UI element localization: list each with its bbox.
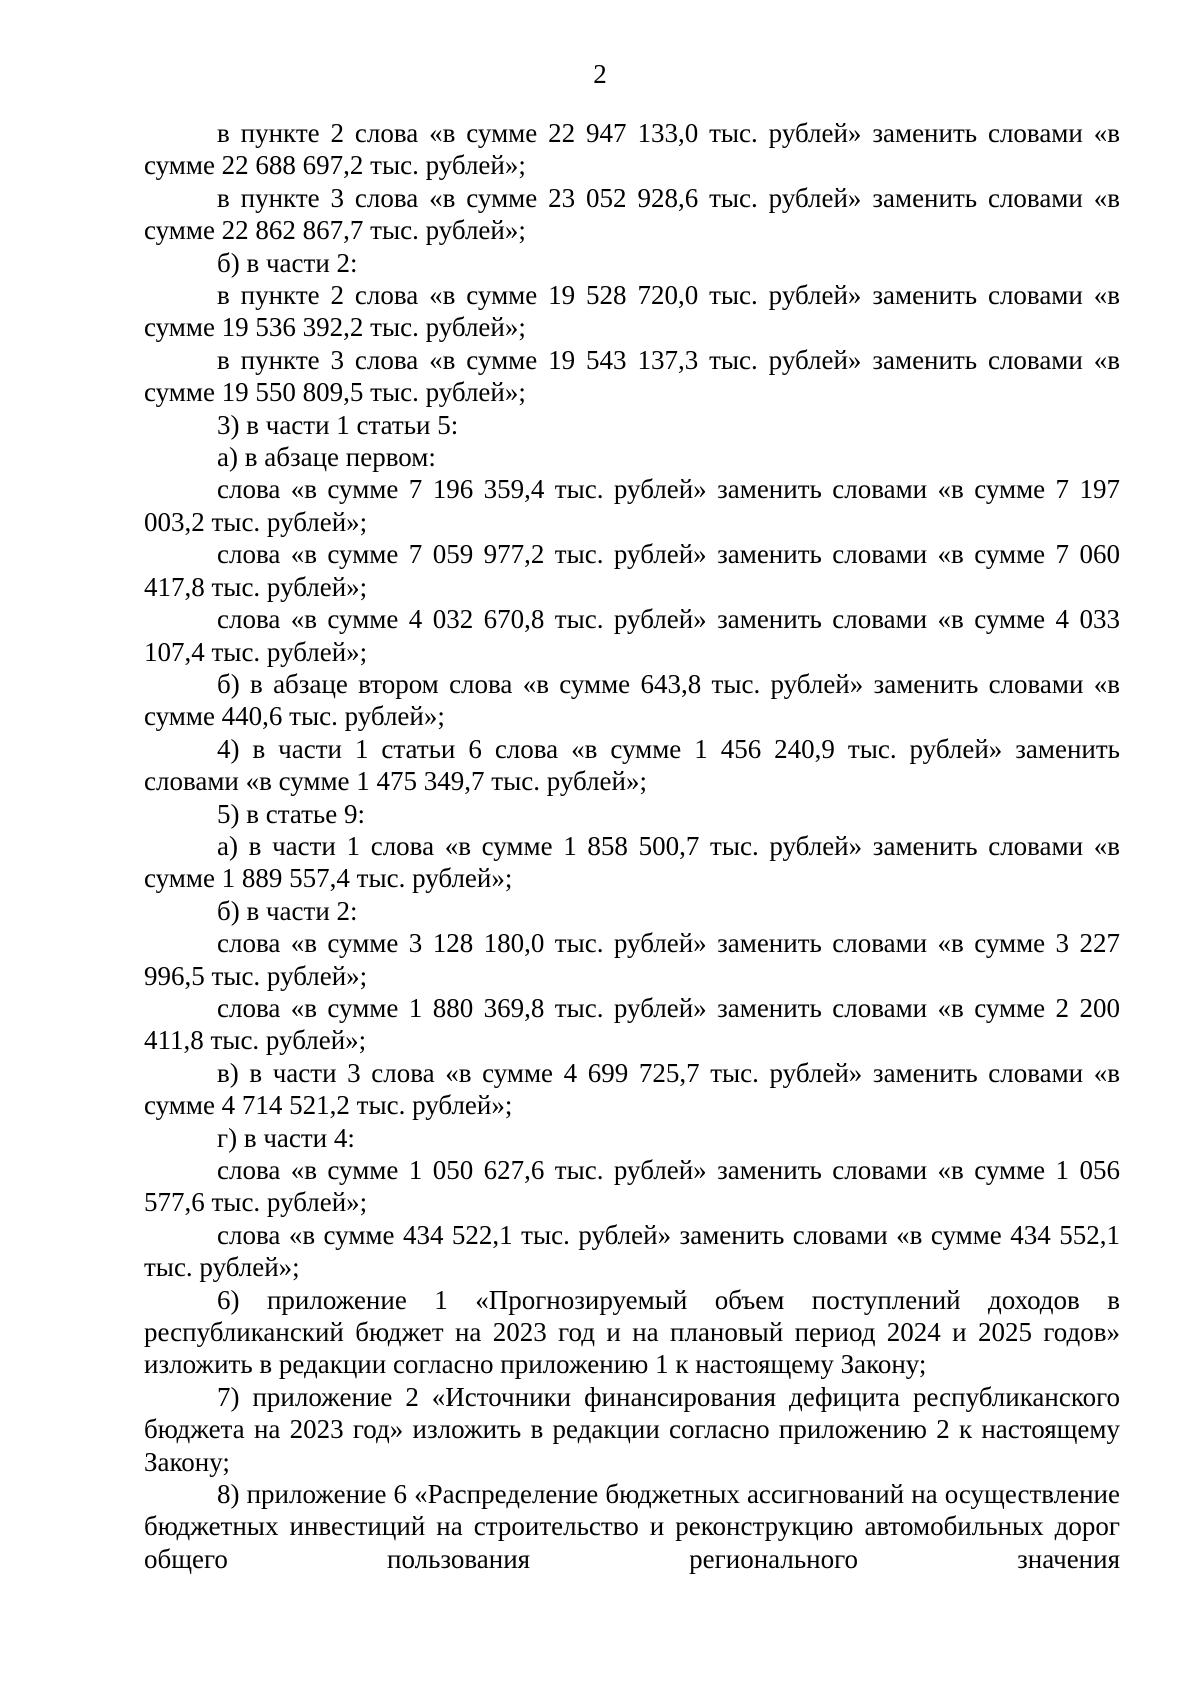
- paragraph: 7) приложение 2 «Источники финансирования дефицита республиканского бюджета на 2023 год» изложить в редакции согласно приложению 2 к настоящему Закону;: [144, 1381, 1120, 1477]
- paragraph: слова «в сумме 1 880 369,8 тыс. рублей» заменить словами «в сумме 2 200 411,8 тыс. рублей»;: [144, 992, 1120, 1056]
- paragraph: слова «в сумме 7 196 359,4 тыс. рублей» заменить словами «в сумме 7 197 003,2 тыс. рублей»;: [144, 474, 1120, 537]
- paragraph: в) в части 3 слова «в сумме 4 699 725,7 тыс. рублей» заменить словами «в сумме 4 714 521,2 тыс. рублей»;: [144, 1057, 1120, 1121]
- paragraph: б) в части 2:: [217, 895, 358, 926]
- paragraph: б) в абзаце втором слова «в сумме 643,8 тыс. рублей» заменить словами «в сумме 440,6 тыс. рублей»;: [144, 668, 1120, 732]
- paragraph: в пункте 3 слова «в сумме 23 052 928,6 тыс. рублей» заменить словами «в сумме 22 862 867,7 тыс. рублей»;: [144, 182, 1120, 246]
- paragraph: слова «в сумме 4 032 670,8 тыс. рублей» заменить словами «в сумме 4 033 107,4 тыс. рублей»;: [144, 604, 1120, 667]
- paragraph: в пункте 3 слова «в сумме 19 543 137,3 тыс. рублей» заменить словами «в сумме 19 550 809,5 тыс. рублей»;: [144, 344, 1120, 408]
- paragraph: слова «в сумме 7 059 977,2 тыс. рублей» заменить словами «в сумме 7 060 417,8 тыс. рублей»;: [144, 539, 1120, 602]
- paragraph: в пункте 2 слова «в сумме 19 528 720,0 тыс. рублей» заменить словами «в сумме 19 536 392,2 тыс. рублей»;: [144, 280, 1120, 343]
- paragraph: слова «в сумме 3 128 180,0 тыс. рублей» заменить словами «в сумме 3 227 996,5 тыс. рублей»;: [144, 928, 1120, 991]
- paragraph: слова «в сумме 434 522,1 тыс. рублей» заменить словами «в сумме 434 552,1 тыс. рублей»;: [144, 1219, 1120, 1283]
- paragraph: б) в части 2:: [217, 247, 358, 278]
- paragraph: 3) в части 1 статьи 5:: [217, 409, 459, 440]
- paragraph: в пункте 2 слова «в сумме 22 947 133,0 тыс. рублей» заменить словами «в сумме 22 688 697,2 тыс. рублей»;: [144, 118, 1120, 181]
- document-body: [144, 117, 1120, 1575]
- paragraph: 5) в статье 9:: [217, 798, 365, 829]
- paragraph: слова «в сумме 1 050 627,6 тыс. рублей» заменить словами «в сумме 1 056 577,6 тыс. рублей»;: [144, 1155, 1120, 1218]
- paragraph: 4) в части 1 статьи 6 слова «в сумме 1 456 240,9 тыс. рублей» заменить словами «в сумме 1 475 349,7 тыс. рублей»;: [144, 733, 1120, 797]
- paragraph: г) в части 4:: [217, 1122, 355, 1153]
- page-number: 2: [593, 59, 607, 89]
- paragraph: 8) приложение 6 «Распределение бюджетных ассигнований на осуществление бюджетных инвестиций на строительство и реконструкцию автомобильных дорог общего пользования регионального значения: [144, 1479, 1120, 1574]
- paragraph: а) в части 1 слова «в сумме 1 858 500,7 тыс. рублей» заменить словами «в сумме 1 889 557,4 тыс. рублей»;: [144, 830, 1120, 894]
- paragraph: а) в абзаце первом:: [217, 442, 436, 473]
- paragraph: 6) приложение 1 «Прогнозируемый объем поступлений доходов в республиканский бюджет на 2023 год и на плановый период 2024 и 2025 годов» изложить в редакции согласно приложению 1 к настоящему Закону;: [144, 1284, 1120, 1380]
